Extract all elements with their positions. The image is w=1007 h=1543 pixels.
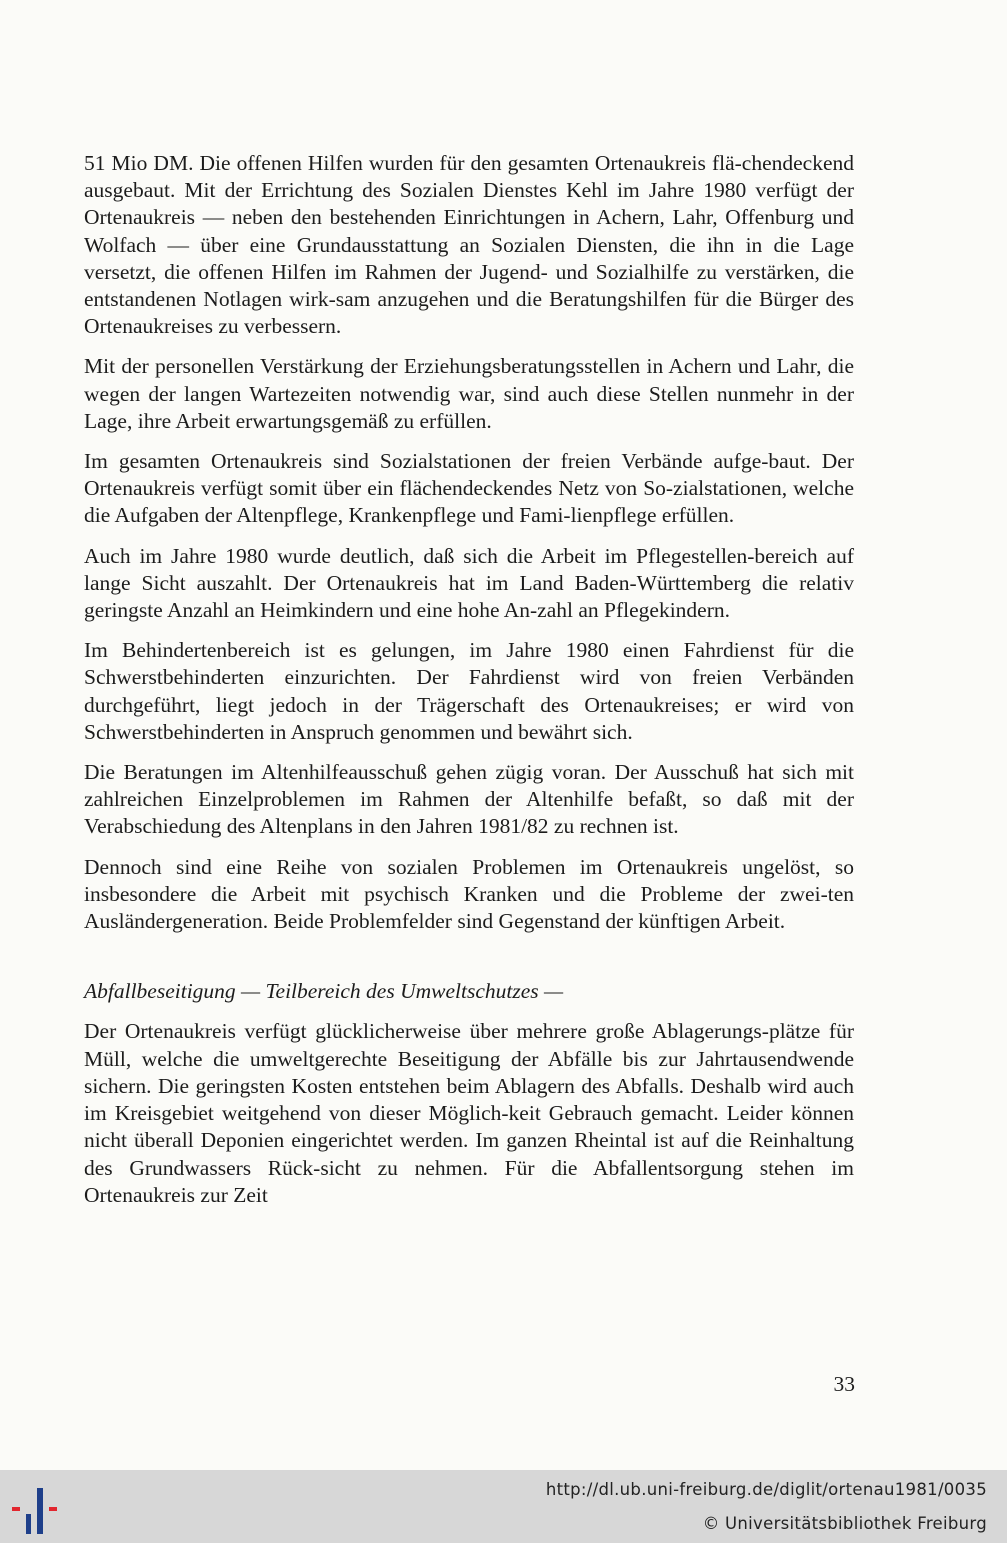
ub-freiburg-logo-icon	[12, 1484, 64, 1536]
paragraph-8: Der Ortenaukreis verfügt glücklicherweise über mehrere große Ablagerungs-plätze für Müll, welche die umweltgerechte Beseitigung der Abfälle bis zur Jahrtausendwende sichern. Die geringsten Kosten entstehen beim Ablagern des Abfalls. Deshalb wird auch im Kreisgebiet weitgehend von dieser Möglich-keit Gebrauch gemacht. Leider können nicht überall Deponien eingerichtet werden. Im ganzen Rheintal ist auf die Reinhaltung des Grundwassers Rück-sicht zu nehmen. Für die Abfallentsorgung stehen im Ortenaukreis zur Zeit	[84, 1019, 854, 1207]
footer-url-link[interactable]: http://dl.ub.uni-freiburg.de/diglit/ortenau1981/0035	[545, 1480, 987, 1499]
paragraph-4: Auch im Jahre 1980 wurde deutlich, daß sich die Arbeit im Pflegestellen-bereich auf lange Sicht auszahlt. Der Ortenaukreis hat im Land Baden-Württemberg die relativ geringste Anzahl an Heimkindern und eine hohe An-zahl an Pflegekindern.	[84, 543, 854, 623]
paragraph-2: Mit der personellen Verstärkung der Erziehungsberatungsstellen in Achern und Lahr, die wegen der langen Wartezeiten notwendig war, sind auch diese Stellen nunmehr in der Lage, ihre Arbeit erwartungsgemäß zu erfüllen.	[84, 354, 854, 433]
page-number: 33	[833, 1372, 855, 1396]
paragraph-7: Dennoch sind eine Reihe von sozialen Problemen im Ortenaukreis ungelöst, so insbesondere die Arbeit mit psychisch Kranken und die Probleme der zwei-ten Ausländergeneration. Beide Problemfelder sind Gegenstand der künftigen Arbeit.	[84, 854, 854, 934]
paragraph-3: Im gesamten Ortenaukreis sind Sozialstationen der freien Verbände aufge-baut. Der Ortenaukreis verfügt somit über ein flächendeckendes Netz von So-zialstationen, welche die Aufgaben der Altenpflege, Krankenpflege und Fami-lienpflege erfüllen.	[84, 449, 854, 528]
body-text	[84, 150, 854, 1222]
footer-copyright: © Universitätsbibliothek Freiburg	[702, 1514, 987, 1533]
section-heading: Abfallbeseitigung — Teilbereich des Umweltschutzes —	[84, 979, 564, 1004]
library-footer	[0, 1470, 1007, 1543]
paragraph-5: Im Behindertenbereich ist es gelungen, im Jahre 1980 einen Fahrdienst für die Schwerstbehinderten einzurichten. Der Fahrdienst wird von freien Verbänden durchgeführt, liegt jedoch in der Trägerschaft des Ortenaukreises; er wird von Schwerstbehinderten in Anspruch genommen und bewährt sich.	[84, 638, 854, 744]
paragraph-1: 51 Mio DM. Die offenen Hilfen wurden für den gesamten Ortenaukreis flä-chendeckend ausgebaut. Mit der Errichtung des Sozialen Dienstes Kehl im Jahre 1980 verfügt der Ortenaukreis — neben den bestehenden Einrichtungen in Achern, Lahr, Offenburg und Wolfach — über eine Grundausstattung an Sozialen Diensten, die ihn in die Lage versetzt, die offenen Hilfen im Rahmen der Jugend- und Sozialhilfe zu verstärken, die entstandenen Notlagen wirk-sam anzugehen und die Beratungshilfen für die Bürger des Ortenaukreises zu verbessern.	[84, 151, 854, 339]
paragraph-6: Die Beratungen im Altenhilfeausschuß gehen zügig voran. Der Ausschuß hat sich mit zahlreichen Einzelproblemen im Rahmen der Altenhilfe befaßt, so daß mit der Verabschiedung des Altenplans in den Jahren 1981/82 zu rechnen ist.	[84, 760, 854, 839]
